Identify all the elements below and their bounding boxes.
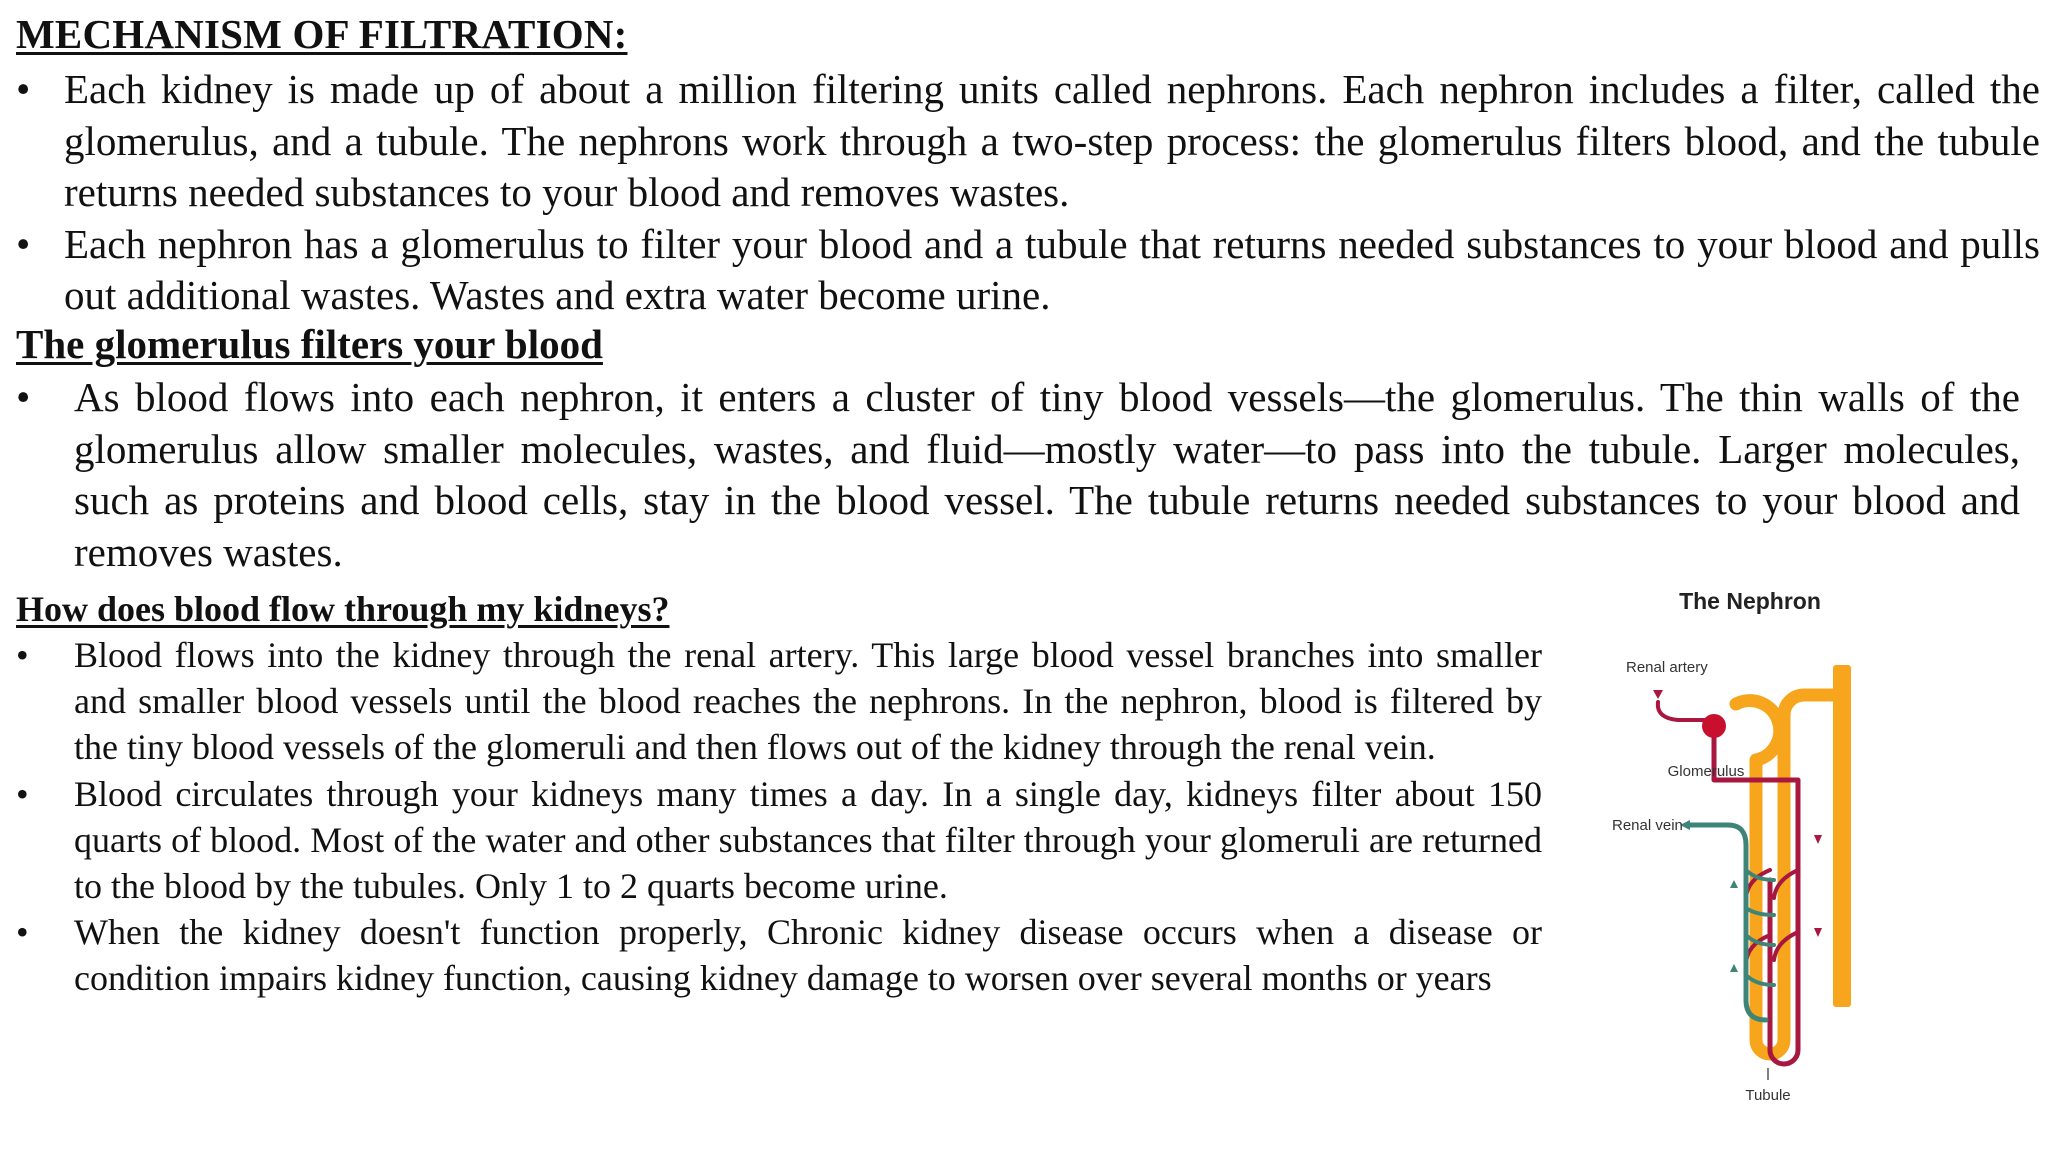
bullet-text: Each kidney is made up of about a million filtering units called nephrons. Each nephron includes a filter, called the glomerulus, and a tubule. The nephrons work through a two-step process: the glomerulus filters blood, and the tubule returns needed substances to your blood and removes wastes. [64, 66, 2040, 215]
list-item [16, 372, 2020, 578]
upflow-arrow-icon [1730, 964, 1738, 972]
diagram-title: The Nephron [1679, 588, 1821, 614]
glomerulus-knot [1702, 714, 1726, 738]
list-item [16, 909, 1542, 1001]
bullet-text: Each nephron has a glomerulus to filter your blood and a tubule that returns needed substances to your blood and pulls out additional wastes. Wastes and extra water become urine. [64, 220, 2040, 318]
bullet-text: When the kidney doesn't function properly, Chronic kidney disease occurs when a disease or condition impairs kidney function, causing kidney damage to worsen over several months or years [74, 912, 1542, 999]
bullet-marker: • [16, 635, 29, 675]
bullet-text: Blood flows into the kidney through the renal artery. This large blood vessel branches into smaller and smaller blood vessels until the blood reaches the nephrons. In the nephron, blood is filtered by the tiny blood vessels of the glomeruli and then flows out of the kidney through the renal vein. [74, 635, 1542, 768]
bullet-marker: • [16, 773, 29, 814]
renal-artery-arrow-icon [1653, 690, 1663, 699]
downflow-arrow-icon [1814, 928, 1822, 937]
bullet-marker: • [16, 374, 31, 420]
bullet-marker: • [16, 220, 31, 267]
renal-artery-label: Renal artery [1626, 659, 1708, 676]
renal-artery-path [1658, 702, 1714, 720]
renal-vein-label: Renal vein [1612, 817, 1683, 834]
bullet-text: Blood circulates through your kidneys many times a day. In a single day, kidneys filter about 150 quarts of blood. Most of the water and other substances that filter through your glomeruli are returned to the blood by the tubules. Only 1 to 2 quarts become urine. [74, 773, 1542, 907]
main-heading: MECHANISM OF FILTRATION: [16, 11, 628, 57]
collecting-duct [1833, 665, 1851, 1007]
list-item [16, 219, 2040, 322]
list-item [16, 771, 1542, 910]
tubule-label: Tubule [1745, 1087, 1791, 1104]
list-item [16, 64, 2040, 219]
bullet-text: As blood flows into each nephron, it enters a cluster of tiny blood vessels—the glomerulus. The thin walls of the glomerulus allow smaller molecules, wastes, and fluid—mostly water—to pass into the tubule. Larger molecules, such as proteins and blood cells, stay in the blood vessel. The tubule returns needed substances to your blood and removes wastes. [74, 374, 2020, 575]
blood-flow-heading: How does blood flow through my kidneys? [16, 589, 670, 629]
filtration-bullet-list [16, 64, 2040, 322]
glomerulus-label: Glomerulus [1667, 763, 1745, 780]
list-item [16, 632, 1542, 771]
nephron-diagram [1596, 580, 1936, 1120]
downflow-arrow-icon [1814, 835, 1822, 844]
glomerulus-bullet-list [16, 372, 2020, 578]
glomerulus-heading: The glomerulus filters your blood [16, 321, 603, 367]
bullet-marker: • [16, 66, 31, 112]
upflow-arrow-icon [1730, 880, 1738, 888]
bullet-marker: • [16, 912, 29, 953]
blood-flow-bullet-list [16, 632, 1542, 1002]
